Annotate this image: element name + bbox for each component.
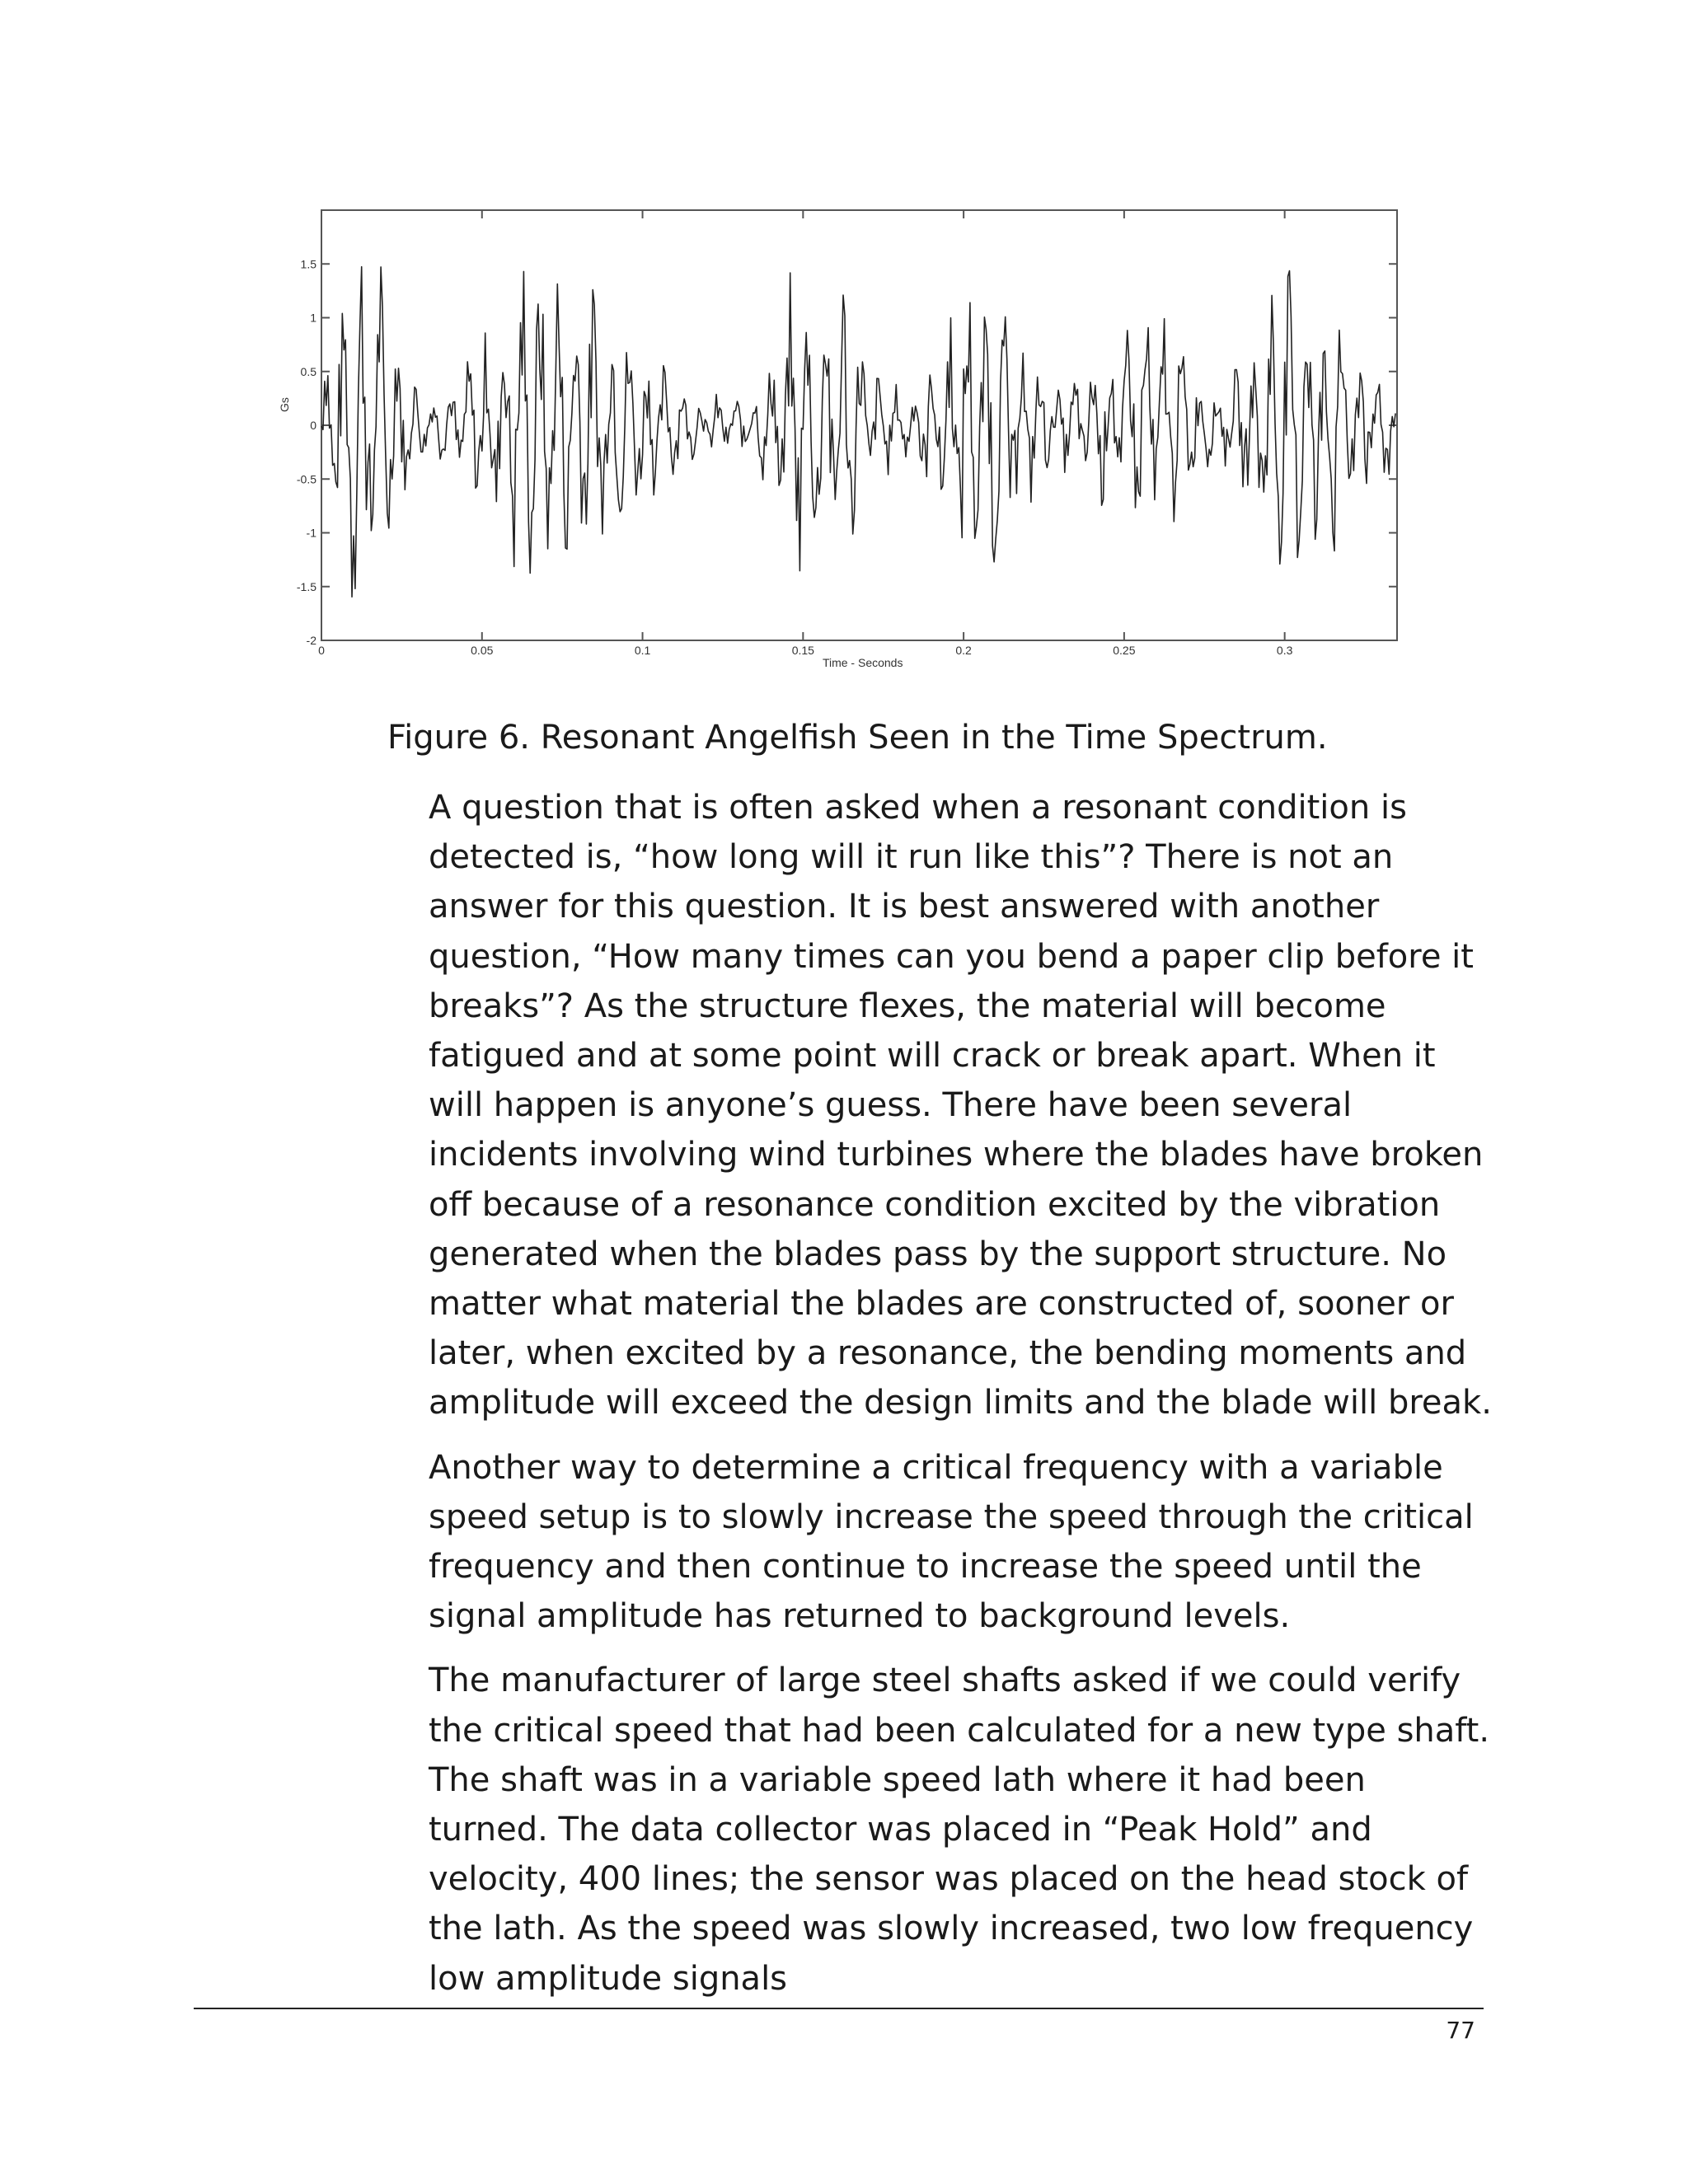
y-tick-label: -1.5 [296,579,316,593]
figure-caption: Figure 6. Resonant Angelfish Seen in the Time Spectrum. [387,719,1328,757]
y-tick-label: 1.5 [300,257,316,271]
x-tick-label: 0.25 [1113,644,1136,657]
waveform-figure [272,198,1426,692]
body-text [429,783,1492,2018]
footer-rule [194,2008,1484,2009]
paragraph: Another way to determine a critical frequency with a variable speed setup is to slowly increase the speed through the critical frequency and then continue to increase the speed until the signal amplitude has returned to background levels. [429,1448,1474,1636]
y-tick-label: 1 [310,311,316,325]
y-tick-label: -2 [306,634,316,647]
y-tick-label: -1 [306,526,316,540]
page-number: 77 [1446,2017,1475,2044]
paragraph: A question that is often asked when a resonant condition is detected is, “how long will it run like this”? There is not an answer for this question. It is best answered with another question, “How many times can you bend a paper clip before it breaks”? As the structure flexes, the material will become fatigued and at some point will crack or break apart. When it will happen is anyone’s guess. There have been several incidents involving wind turbines where the blades have broken off because of a resonance condition excited by the vibration generated when the blades pass by the support structure. No matter what material the blades are constructed of, sooner or later, when excited by a resonance, the bending moments and amplitude will exceed the design limits and the blade will break. [429,789,1492,1422]
y-tick-label: 0.5 [300,364,316,378]
x-tick-label: 0 [318,644,325,657]
x-tick-label: 0.15 [791,644,814,657]
x-axis-label: Time - Seconds [822,656,903,669]
y-tick-label: -0.5 [296,472,316,486]
x-tick-label: 0.05 [471,644,494,657]
x-tick-label: 0.2 [955,644,972,657]
x-tick-label: 0.3 [1276,644,1293,657]
y-axis-label: Gs [278,397,291,412]
waveform-chart [272,198,1426,692]
waveform-series-line [321,267,1395,598]
paragraph: The manufacturer of large steel shafts asked if we could verify the critical speed that had been calculated for a new type shaft. The shaft was in a variable speed lath where it had been turned. The data collector was placed in “Peak Hold” and velocity, 400 lines; the sensor was placed on the head stock of the lath. As the speed was slowly increased, two low frequency low amplitude signals [429,1661,1490,1998]
y-tick-label: 0 [310,419,316,432]
x-tick-label: 0.1 [634,644,651,657]
